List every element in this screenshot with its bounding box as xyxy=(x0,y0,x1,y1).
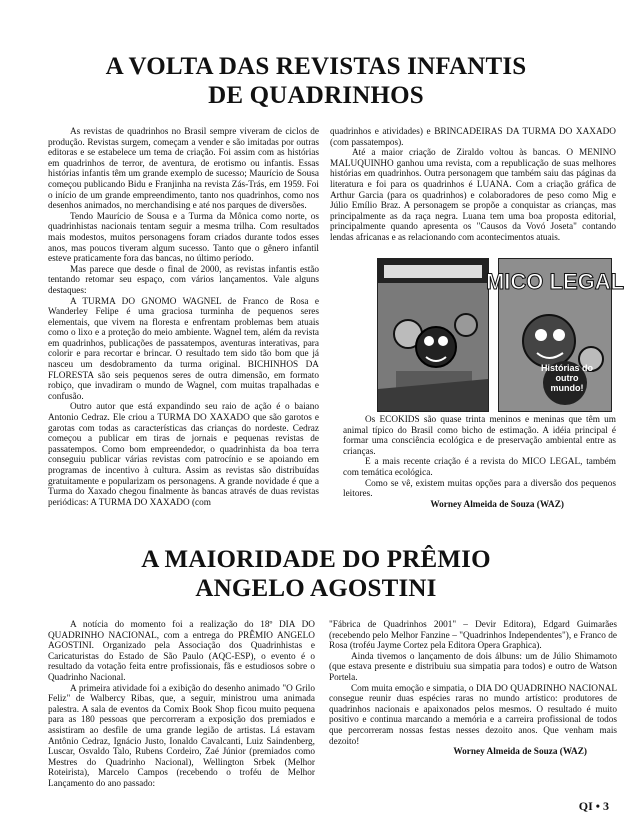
ecokids-cover-image xyxy=(377,258,489,412)
paragraph: Até a maior criação de Ziraldo voltou às bancas. O MENINO MALUQUINHO ganhou uma revista, com a republicação de suas melhores histórias em quadrinhos. Outra personagem que também saiu das páginas da literatura e foi para os quadrinhos é LUANA. Com a criação gráfica de Arthur Garcia (para os quadrinhos) e colaboradores de peso como Mig e Júlio Emílio Braz. A personagem se propõe a conquistar as crianças, mas principalmente as da raça negra. Luana tem uma boa proposta editorial, principalmente quando apresenta os "Causos da Vovó Joseta" contando lendas africanas e as relacionando com acontecimentos atuais. xyxy=(330,148,616,243)
article2-column-right xyxy=(329,620,617,758)
page-number: QI • 3 xyxy=(578,799,609,813)
article2-title-line1: A MAIORIDADE DO PRÊMIO xyxy=(141,546,491,573)
paragraph: Com muita emoção e simpatia, o DIA DO QUADRINHO NACIONAL consegue reunir duas espécies raras no mundo artístico: produtores de quadrinhos nacionais e apaixonados pelos mesmos. O resultado é muito positivo e continua marcando a memória e a carreira profissional de todos que percorreram nossas festas nesses dezoito anos. Que venham mais dezoito! xyxy=(329,683,617,747)
paragraph: quadrinhos e atividades) e BRINCADEIRAS DA TURMA DO XAXADO (com passatempos). xyxy=(330,127,616,148)
paragraph: Tendo Maurício de Sousa e a Turma da Mônica como norte, os quadrinhistas nacionais tentam seguir a mesma trilha. Com resultados mais modestos, muitos personagens foram criados durante todos esses anos, mas poucos tiveram algum sucesso. Tanto que o gênero infantil esteve praticamente fora das bancas, no último período. xyxy=(48,211,319,265)
article1-column-right-bottom xyxy=(343,415,616,510)
magazine-covers xyxy=(377,258,625,410)
paragraph: Os ECOKIDS são quase trinta meninos e meninas que têm um animal típico do Brasil como bicho de estimação. A idéia principal é formar uma consciência ecológica e de preservação ambiental entre as crianças. xyxy=(343,415,616,457)
cover-banner: Histórias do outro mundo! xyxy=(540,363,593,393)
paragraph: Outro autor que está expandindo seu raio de ação é o baiano Antonio Cedraz. Ele criou a TURMA DO XAXADO que são garotos e garotas com todas as características das crianças do nordeste. Cedraz começou a publicar em tiras de jornais e pequenas revistas de passatempos. Como bom empreendedor, o quadrinhista da boa terra conseguiu publicar várias revistas com patrocínio e se apoiando em programas de incentivo à cultura. Assim as revistas são distribuídas gratuitamente e popularizam os personagens. A grande novidade é que a Turma do Xaxado chegou finalmente às bancas através de duas revistas periódicas: A TURMA DO XAXADO (com xyxy=(48,402,319,508)
article1-title-line1: A VOLTA DAS REVISTAS INFANTIS xyxy=(105,53,527,80)
paragraph: Como se vê, existem muitas opções para a diversão dos pequenos leitores. xyxy=(343,478,616,500)
article1-title xyxy=(0,52,632,110)
paragraph: A notícia do momento foi a realização do 18º DIA DO QUADRINHO NACIONAL, com a entrega do PRÊMIO ANGELO AGOSTINI. Organizado pela Associação dos Quadrinhistas e Caricaturistas do Estado de São Paulo (AQC-ESP), o evento é o resultado da votação feita entre profissionais, fãs e estudiosos sobre o Quadrinho Nacional. xyxy=(48,620,315,683)
paragraph: Ainda tivemos o lançamento de dois álbuns: um de Júlio Shimamoto (que estava presente e distribuiu sua simpatia para todos) e outro de Watson Portela. xyxy=(329,651,617,683)
article1-title-line2: DE QUADRINHOS xyxy=(208,82,424,109)
article2-signature: Worney Almeida de Souza (WAZ) xyxy=(453,747,587,758)
article2-title-line2: ANGELO AGOSTINI xyxy=(195,575,437,602)
paragraph: As revistas de quadrinhos no Brasil sempre viveram de ciclos de produção. Revistas surgem, começam a vender e são imitadas por outras editoras e se estabelece um tema de criação. Foi assim com as histórias em quadrinhos de terror, de aventura, de erotismo ou infantis. Essas histórias infantis têm um grande exemplo de sucesso; Maurício de Sousa começou publicando Bidu e Franjinha na revista Zás-Trás, em 1959. Foi o início de um grande empreendimento, tanto nos quadrinhos, como nos desenhos animados, no merchandising e até nos parques de diversões. xyxy=(48,127,319,212)
paragraph: Mas parece que desde o final de 2000, as revistas infantis estão tentando retomar seu espaço, com vários lançamentos. Vale alguns destaques: xyxy=(48,264,319,296)
paragraph: "Fábrica de Quadrinhos 2001" – Devir Editora), Edgard Guimarães (recebendo pelo Melhor Fanzine – "Quadrinhos Independentes"), e Franco de Rosa (troféu Jayme Cortez pela Editora Opera Graphica). xyxy=(329,620,617,652)
cover-title: MICO LEGAL xyxy=(485,269,625,294)
article2-title xyxy=(0,545,632,603)
paragraph: A TURMA DO GNOMO WAGNEL de Franco de Rosa e Wanderley Felipe é uma graciosa turminha de pequenos seres elementais, que vivem na floresta e enfrentam problemas bem atuais como o lixo e a proteção do meio ambiente. Wagnel tem, além da revista em quadrinhos, publicações de passatempos, aventuras interativas, para colorir e para recortar e brincar. O resultado tem sido tão bom que já nasceu um desdobramento da turma original. BICHINHOS DA FLORESTA são seis pequenos seres de outra dimensão, em formato robiço, que invadiram o mundo de Wagnel, com muitas trapalhadas e confusão. xyxy=(48,296,319,402)
mico-legal-cover-image xyxy=(485,258,625,412)
article2-column-left xyxy=(48,620,315,790)
paragraph: A primeira atividade foi a exibição do desenho animado "O Grilo Feliz" de Walbercy Ribas, que, a seguir, ministrou uma animada palestra. A sala de eventos da Comix Book Shop ficou muito pequena para as 180 pessoas que percorreram a exposição dos premiados e assistiram ao desfile de uma grande legião de artistas. Lá estavam Antônio Cedraz, Ignácio Justo, Ionaldo Cavalcanti, Luiz Saindenberg, Luscar, Osvaldo Talo, Rubens Cordeiro, Zaé Júnior (premiados como Mestres do Quadrinho Nacional), Wellington Srbek (Melhor Roteirista), Marcelo Campos (recebendo o troféu de Melhor Lançamento do ano passado: xyxy=(48,683,315,789)
article1-column-left xyxy=(48,127,319,508)
article1-signature: Worney Almeida de Souza (WAZ) xyxy=(430,499,564,510)
paragraph: E a mais recente criação é a revista do MICO LEGAL, também com temática ecológica. xyxy=(343,457,616,478)
article1-column-right-top xyxy=(330,127,616,244)
